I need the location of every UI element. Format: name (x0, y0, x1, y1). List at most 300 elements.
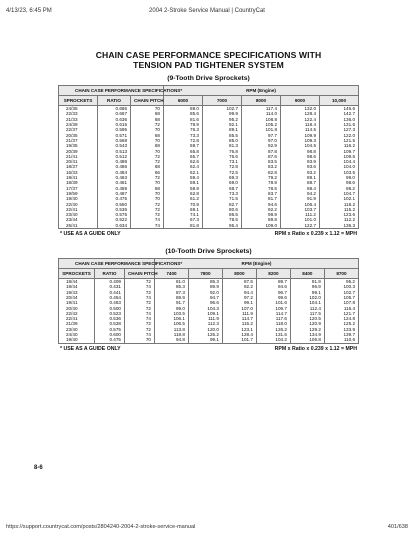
speed-cell: 78.5 (242, 186, 281, 191)
table1-rpm-col: 7000 (203, 96, 242, 106)
speed-cell: 88.7 (281, 180, 320, 185)
chain-pitch-cell: 72 (131, 207, 164, 212)
speed-cell: 107.0 (222, 306, 256, 311)
speed-cell: 122.7 (281, 223, 320, 229)
speed-cell: 102.1 (320, 196, 359, 201)
speed-cell: 122.0 (320, 133, 359, 138)
speed-cell: 96.9 (290, 284, 324, 289)
table2-heading: (10-Tooth Drive Sprockets) (165, 248, 252, 256)
table1-rpm-col: 9000 (281, 96, 320, 106)
ratio-cell: 0.441 (94, 290, 124, 295)
speed-cell: 101.0 (281, 217, 320, 222)
speed-cell: 83.2 (242, 164, 281, 169)
chain-pitch-cell: 68 (131, 111, 164, 116)
speed-cell: 92.9 (242, 143, 281, 148)
speed-cell: 94.6 (256, 284, 290, 289)
speed-cell: 92.0 (188, 290, 222, 295)
table1-col-ratio: RATIO (98, 96, 131, 106)
sprocket-cell: 22/41 (59, 316, 95, 321)
speed-cell: 132.0 (281, 106, 320, 112)
speed-cell: 95.4 (203, 223, 242, 229)
chain-pitch-cell: 72 (131, 154, 164, 159)
speed-cell: 142.7 (320, 111, 359, 116)
speed-cell: 88.0 (164, 106, 203, 112)
speed-cell: 73.3 (203, 191, 242, 196)
speed-cell: 115.2 (222, 321, 256, 326)
speed-cell: 117.4 (242, 106, 281, 112)
chain-pitch-cell: 74 (124, 295, 154, 300)
table2-body (59, 279, 359, 344)
speed-cell: 146.6 (320, 106, 359, 112)
speed-cell: 87.5 (222, 279, 256, 285)
speed-cell: 139.7 (324, 332, 358, 337)
speed-cell: 102.7 (324, 290, 358, 295)
sprocket-cell: 17/37 (59, 186, 98, 191)
speed-cell: 111.9 (188, 316, 222, 321)
sprocket-cell: 23/40 (59, 212, 98, 217)
chain-pitch-cell: 66 (131, 170, 164, 175)
sprocket-cell: 20/41 (59, 159, 98, 164)
speed-cell: 81.7 (242, 196, 281, 201)
sprocket-cell: 20/40 (59, 306, 95, 311)
footer-url: https://support.countrycat.com/posts/2804240-2004-2-stroke-service-manual (6, 524, 196, 530)
speed-cell: 83.7 (242, 191, 281, 196)
speed-cell: 109.7 (256, 306, 290, 311)
speed-cell: 91.7 (154, 300, 188, 305)
speed-cell: 69.7 (164, 143, 203, 148)
ratio-cell: 0.500 (94, 306, 124, 311)
table1-rpm-col: 8000 (242, 96, 281, 106)
table2-rpm-col: 8200 (256, 269, 290, 279)
ratio-cell: 0.486 (98, 164, 131, 169)
speed-cell: 82.8 (242, 170, 281, 175)
speed-cell: 128.4 (281, 111, 320, 116)
speed-cell: 89.1 (281, 175, 320, 180)
table2-perf-label: CHAIN CASE PERFORMANCE SPECIFICATIONS* (59, 259, 155, 269)
page-number: 8-6 (34, 465, 43, 471)
table2-rpm-col: 8000 (222, 269, 256, 279)
speed-cell: 87.6 (242, 154, 281, 159)
speed-cell: 85.5 (203, 133, 242, 138)
speed-cell: 133.9 (324, 327, 358, 332)
sprocket-cell: 22/41 (59, 207, 98, 212)
speed-cell: 105.7 (324, 295, 358, 300)
speed-cell: 94.4 (222, 290, 256, 295)
speed-cell: 94.2 (281, 191, 320, 196)
speed-cell: 98.2 (320, 186, 359, 191)
sprocket-cell: 19/59 (59, 191, 98, 196)
speed-cell: 96.6 (188, 300, 222, 305)
chain-pitch-cell: 74 (131, 223, 164, 229)
table2-rpm-col: 7400 (154, 269, 188, 279)
table2-rpm-col: 8400 (290, 269, 324, 279)
speed-cell: 65.7 (164, 154, 203, 159)
ratio-cell: 0.461 (98, 180, 131, 185)
speed-cell: 121.5 (320, 138, 359, 143)
speed-cell: 99.1 (222, 300, 256, 305)
speed-cell: 70.9 (164, 202, 203, 207)
speed-cell: 99.6 (256, 295, 290, 300)
speed-cell: 106.1 (154, 316, 188, 321)
speed-cell: 88.4 (281, 186, 320, 191)
ratio-cell: 0.550 (98, 202, 131, 207)
speed-cell: 62.1 (164, 170, 203, 175)
table1-guide-note: * USE AS A GUIDE ONLY (60, 231, 121, 238)
speed-cell: 81.6 (164, 117, 203, 122)
speed-cell: 125.2 (188, 332, 222, 337)
ratio-cell: 0.536 (94, 316, 124, 321)
sprocket-cell: 22/33 (59, 111, 98, 116)
sprocket-cell: 26/41 (59, 223, 98, 229)
sprocket-cell: 22/37 (59, 127, 98, 132)
speed-cell: 67.3 (164, 217, 203, 222)
speed-cell: 98.8 (281, 149, 320, 154)
sprocket-cell: 16/33 (59, 170, 98, 175)
document-body (58, 51, 359, 354)
speed-cell: 113.8 (154, 327, 188, 332)
speed-cell: 59.4 (164, 175, 203, 180)
speed-cell: 85.6 (164, 111, 203, 116)
chain-pitch-cell: 72 (131, 212, 164, 217)
table1-mph-formula: RPM x Ratio x 0.239 x 1.12 = MPH (274, 231, 357, 238)
chain-pitch-cell: 72 (124, 306, 154, 311)
chain-pitch-cell: 70 (131, 196, 164, 201)
sprocket-cell: 19/41 (59, 300, 95, 305)
table2-col-ratio: RATIO (94, 269, 124, 279)
speed-cell: 104.5 (281, 143, 320, 148)
table2-col-pitch: CHAIN PITCH (124, 269, 154, 279)
speed-cell: 103.5 (154, 311, 188, 316)
speed-cell: 96.7 (256, 290, 290, 295)
ratio-cell: 0.615 (98, 122, 131, 127)
speed-cell: 109.5 (320, 154, 359, 159)
table1-rpm-col: 10,000 (320, 96, 359, 106)
speed-cell: 102.7 (203, 106, 242, 112)
table1-heading: (9-Tooth Drive Sprockets) (167, 75, 250, 83)
sprocket-cell: 23/40 (59, 327, 95, 332)
speed-cell: 73.3 (164, 133, 203, 138)
sprocket-cell: 21/37 (59, 138, 98, 143)
chain-pitch-cell: 68 (131, 186, 164, 191)
table1-rpm-col: 6000 (164, 96, 203, 106)
speed-cell: 103.7 (281, 207, 320, 212)
speed-cell: 109.0 (242, 223, 281, 229)
speed-cell: 89.9 (154, 295, 188, 300)
speed-cell: 76.8 (203, 149, 242, 154)
ratio-cell: 0.459 (98, 186, 131, 191)
speed-cell: 81.0 (154, 279, 188, 285)
speed-cell: 72.8 (203, 164, 242, 169)
speed-cell: 68.7 (203, 186, 242, 191)
ratio-cell: 0.512 (98, 154, 131, 159)
speed-cell: 85.3 (154, 284, 188, 289)
speed-cell: 98.6 (281, 154, 320, 159)
table1-rpm-label: RPM (Engine) (164, 86, 359, 96)
speed-cell: 114.5 (281, 127, 320, 132)
speed-cell: 94.7 (188, 295, 222, 300)
speed-cell: 87.3 (154, 290, 188, 295)
title-line-1: CHAIN CASE PERFORMANCE SPECIFICATIONS WITH (95, 50, 322, 60)
speed-cell: 111.2 (281, 212, 320, 217)
speed-cell: 76.3 (164, 127, 203, 132)
speed-cell: 106.4 (281, 202, 320, 207)
ratio-cell: 0.595 (98, 127, 131, 132)
speed-cell: 134.9 (290, 332, 324, 337)
speed-cell: 106.5 (154, 321, 188, 326)
chain-pitch-cell: 72 (131, 122, 164, 127)
table1-note (58, 231, 359, 239)
speed-cell: 99.0 (154, 306, 188, 311)
speed-cell: 99.9 (203, 111, 242, 116)
sprocket-cell: 19/43 (59, 290, 95, 295)
speed-cell: 123.1 (222, 327, 256, 332)
speed-cell: 86.5 (203, 212, 242, 217)
speed-cell: 126.2 (256, 327, 290, 332)
ratio-cell: 0.513 (98, 149, 131, 154)
header-datetime: 4/13/23, 6:45 PM (6, 8, 52, 14)
speed-cell: 79.2 (242, 175, 281, 180)
sprocket-cell: 21/41 (59, 154, 98, 159)
speed-cell: 76.6 (203, 154, 242, 159)
ratio-cell: 0.431 (94, 284, 124, 289)
speed-cell: 65.8 (164, 149, 203, 154)
table2-mph-formula: RPM x Ratio x 0.239 x 1.12 = MPH (274, 345, 357, 352)
ratio-cell: 0.571 (98, 133, 131, 138)
speed-cell: 120.9 (290, 321, 324, 326)
chain-pitch-cell: 74 (124, 284, 154, 289)
speed-cell: 72.8 (164, 138, 203, 143)
ratio-cell: 0.475 (98, 196, 131, 201)
chain-pitch-cell: 68 (131, 164, 164, 169)
speed-cell: 85.3 (188, 279, 222, 285)
table-row (59, 337, 359, 343)
speed-cell: 59.1 (164, 180, 203, 185)
table2-col-sprockets: SPROCKETS (59, 269, 95, 279)
speed-cell: 69.3 (203, 175, 242, 180)
speed-cell: 101.7 (222, 337, 256, 343)
chain-pitch-cell: 72 (131, 175, 164, 180)
speed-cell: 99.1 (290, 290, 324, 295)
ratio-cell: 0.463 (98, 175, 131, 180)
sprocket-cell: 20/35 (59, 133, 98, 138)
speed-cell: 99.0 (320, 175, 359, 180)
speed-cell: 100.3 (324, 284, 358, 289)
chain-pitch-cell: 72 (124, 321, 154, 326)
speed-cell: 105.2 (242, 122, 281, 127)
speed-cell: 109.7 (320, 149, 359, 154)
speed-cell: 92.2 (222, 284, 256, 289)
table2-guide-note: * USE AS A GUIDE ONLY (60, 345, 121, 352)
speed-cell: 62.8 (164, 191, 203, 196)
sprocket-cell: 24/39 (59, 122, 98, 127)
sprocket-cell: 24/35 (59, 106, 98, 112)
ratio-cell: 0.487 (98, 191, 131, 196)
ratio-cell: 0.568 (98, 138, 131, 143)
speed-cell: 97.7 (242, 133, 281, 138)
speed-cell: 71.5 (203, 196, 242, 201)
speed-cell: 95.2 (324, 279, 358, 285)
sprocket-cell: 23/44 (59, 217, 98, 222)
chain-pitch-cell: 72 (124, 300, 154, 305)
footer-page-count: 401/638 (387, 524, 408, 530)
sprocket-cell: 18/37 (59, 164, 98, 169)
speed-cell: 74.1 (164, 212, 203, 217)
chain-pitch-cell: 72 (124, 290, 154, 295)
speed-cell: 120.0 (188, 327, 222, 332)
speed-cell: 61.2 (164, 196, 203, 201)
chain-pitch-cell: 74 (131, 217, 164, 222)
speed-cell: 129.2 (290, 327, 324, 332)
speed-cell: 97.2 (222, 295, 256, 300)
speed-cell: 91.9 (290, 279, 324, 285)
speed-cell: 89.1 (203, 127, 242, 132)
speed-cell: 81.3 (203, 143, 242, 148)
chain-pitch-cell: 70 (131, 149, 164, 154)
header-doc-title: 2004 2-Stroke Service Manual | CountryCat (149, 8, 265, 14)
chain-pitch-cell: 72 (131, 159, 164, 164)
speed-cell: 92.1 (203, 122, 242, 127)
table1-col-sprockets: SPROCKETS (59, 96, 98, 106)
speed-cell: 110.6 (324, 337, 358, 343)
sprocket-cell: 22/40 (59, 202, 98, 207)
speed-cell: 87.8 (242, 149, 281, 154)
speed-cell: 127.3 (320, 127, 359, 132)
speed-cell: 112.4 (290, 306, 324, 311)
sprocket-cell: 19/40 (59, 337, 95, 343)
sprocket-cell: 19/40 (59, 196, 98, 201)
speed-cell: 106.8 (290, 337, 324, 343)
chain-pitch-cell: 68 (131, 143, 164, 148)
speed-cell: 89.8 (242, 217, 281, 222)
speed-cell: 107.8 (324, 300, 358, 305)
sprocket-cell: 20/44 (59, 295, 95, 300)
speed-cell: 81.8 (164, 223, 203, 229)
speed-cell: 69.1 (164, 207, 203, 212)
speed-cell: 109.9 (281, 133, 320, 138)
speed-cell: 125.2 (324, 321, 358, 326)
ratio-cell: 0.538 (94, 321, 124, 326)
chain-pitch-cell: 70 (131, 138, 164, 143)
speed-cell: 93.2 (281, 170, 320, 175)
speed-cell: 123.6 (320, 212, 359, 217)
speed-cell: 73.1 (203, 159, 242, 164)
table1-body (59, 106, 359, 229)
speed-cell: 131.6 (320, 122, 359, 127)
speed-cell: 101.8 (242, 127, 281, 132)
speed-cell: 104.1 (290, 300, 324, 305)
ratio-cell: 0.686 (98, 106, 131, 112)
speed-cell: 118.0 (256, 321, 290, 326)
sprocket-cell: 20/39 (59, 149, 98, 154)
sprocket-table-9-tooth (58, 85, 359, 229)
speed-cell: 102.0 (290, 295, 324, 300)
chain-pitch-cell: 74 (124, 332, 154, 337)
speed-cell: 94.6 (242, 202, 281, 207)
speed-cell: 95.2 (203, 117, 242, 122)
speed-cell: 62.6 (164, 159, 203, 164)
speed-cell: 101.6 (256, 300, 290, 305)
speed-cell: 128.4 (222, 332, 256, 337)
table1-perf-label: CHAIN CASE PERFORMANCE SPECIFICATIONS* (59, 86, 164, 96)
table1-col-pitch: CHAIN PITCH (131, 96, 164, 106)
ratio-cell: 0.484 (98, 170, 131, 175)
sprocket-cell: 19/41 (59, 175, 98, 180)
chain-pitch-cell: 72 (124, 279, 154, 285)
chain-pitch-cell: 74 (124, 316, 154, 321)
speed-cell: 85.0 (203, 138, 242, 143)
speed-cell: 58.9 (164, 186, 203, 191)
title-line-2: TENSION PAD TIGHTENER SYSTEM (133, 59, 284, 70)
speed-cell: 89.7 (256, 279, 290, 285)
speed-cell: 69.0 (203, 180, 242, 185)
sprocket-cell: 21/33 (59, 117, 98, 122)
ratio-cell: 0.475 (94, 337, 124, 343)
ratio-cell: 0.600 (94, 332, 124, 337)
table2-rpm-col: 8700 (324, 269, 358, 279)
speed-cell: 78.9 (242, 180, 281, 185)
speed-cell: 78.9 (164, 122, 203, 127)
ratio-cell: 0.575 (98, 212, 131, 217)
speed-cell: 72.5 (203, 170, 242, 175)
speed-cell: 109.1 (188, 311, 222, 316)
speed-cell: 112.3 (188, 321, 222, 326)
speed-cell: 108.8 (242, 117, 281, 122)
ratio-cell: 0.543 (98, 143, 131, 148)
ratio-cell: 0.454 (94, 295, 124, 300)
speed-cell: 98.6 (320, 180, 359, 185)
sprocket-table-10-tooth (58, 258, 359, 344)
speed-cell: 115.2 (320, 207, 359, 212)
sprocket-cell: 21/39 (59, 321, 95, 326)
speed-cell: 104.0 (320, 164, 359, 169)
table2-rpm-label: RPM (Engine) (154, 259, 358, 269)
ratio-cell: 0.409 (94, 279, 124, 285)
ratio-cell: 0.667 (98, 111, 131, 116)
speed-cell: 104.3 (188, 306, 222, 311)
table2-rpm-col: 7800 (188, 269, 222, 279)
speed-cell: 103.5 (320, 170, 359, 175)
speed-cell: 114.7 (222, 316, 256, 321)
chain-pitch-cell: 70 (131, 180, 164, 185)
speed-cell: 122.4 (281, 117, 320, 122)
sprocket-cell: 22/42 (59, 311, 95, 316)
chain-pitch-cell: 70 (124, 337, 154, 343)
speed-cell: 92.2 (242, 207, 281, 212)
sprocket-cell: 18/39 (59, 180, 98, 185)
chain-pitch-cell: 68 (131, 133, 164, 138)
speed-cell: 80.6 (203, 207, 242, 212)
ratio-cell: 0.634 (98, 223, 131, 229)
speed-cell: 131.6 (256, 332, 290, 337)
speed-cell: 97.0 (242, 138, 281, 143)
speed-cell: 116.2 (320, 143, 359, 148)
speed-cell: 62.4 (164, 164, 203, 169)
speed-cell: 117.5 (290, 311, 324, 316)
speed-cell: 112.2 (320, 217, 359, 222)
page-footer (6, 520, 408, 530)
sprocket-cell: 19/35 (59, 143, 98, 148)
speed-cell: 118.8 (154, 332, 188, 337)
speed-cell: 93.9 (281, 159, 320, 164)
ratio-cell: 0.636 (98, 117, 131, 122)
chain-pitch-cell: 72 (124, 327, 154, 332)
speed-cell: 136.3 (320, 223, 359, 229)
document-title (58, 51, 359, 70)
speed-cell: 89.9 (188, 284, 222, 289)
chain-pitch-cell: 70 (131, 191, 164, 196)
chain-pitch-cell: 72 (131, 202, 164, 207)
table2-note (58, 346, 359, 354)
